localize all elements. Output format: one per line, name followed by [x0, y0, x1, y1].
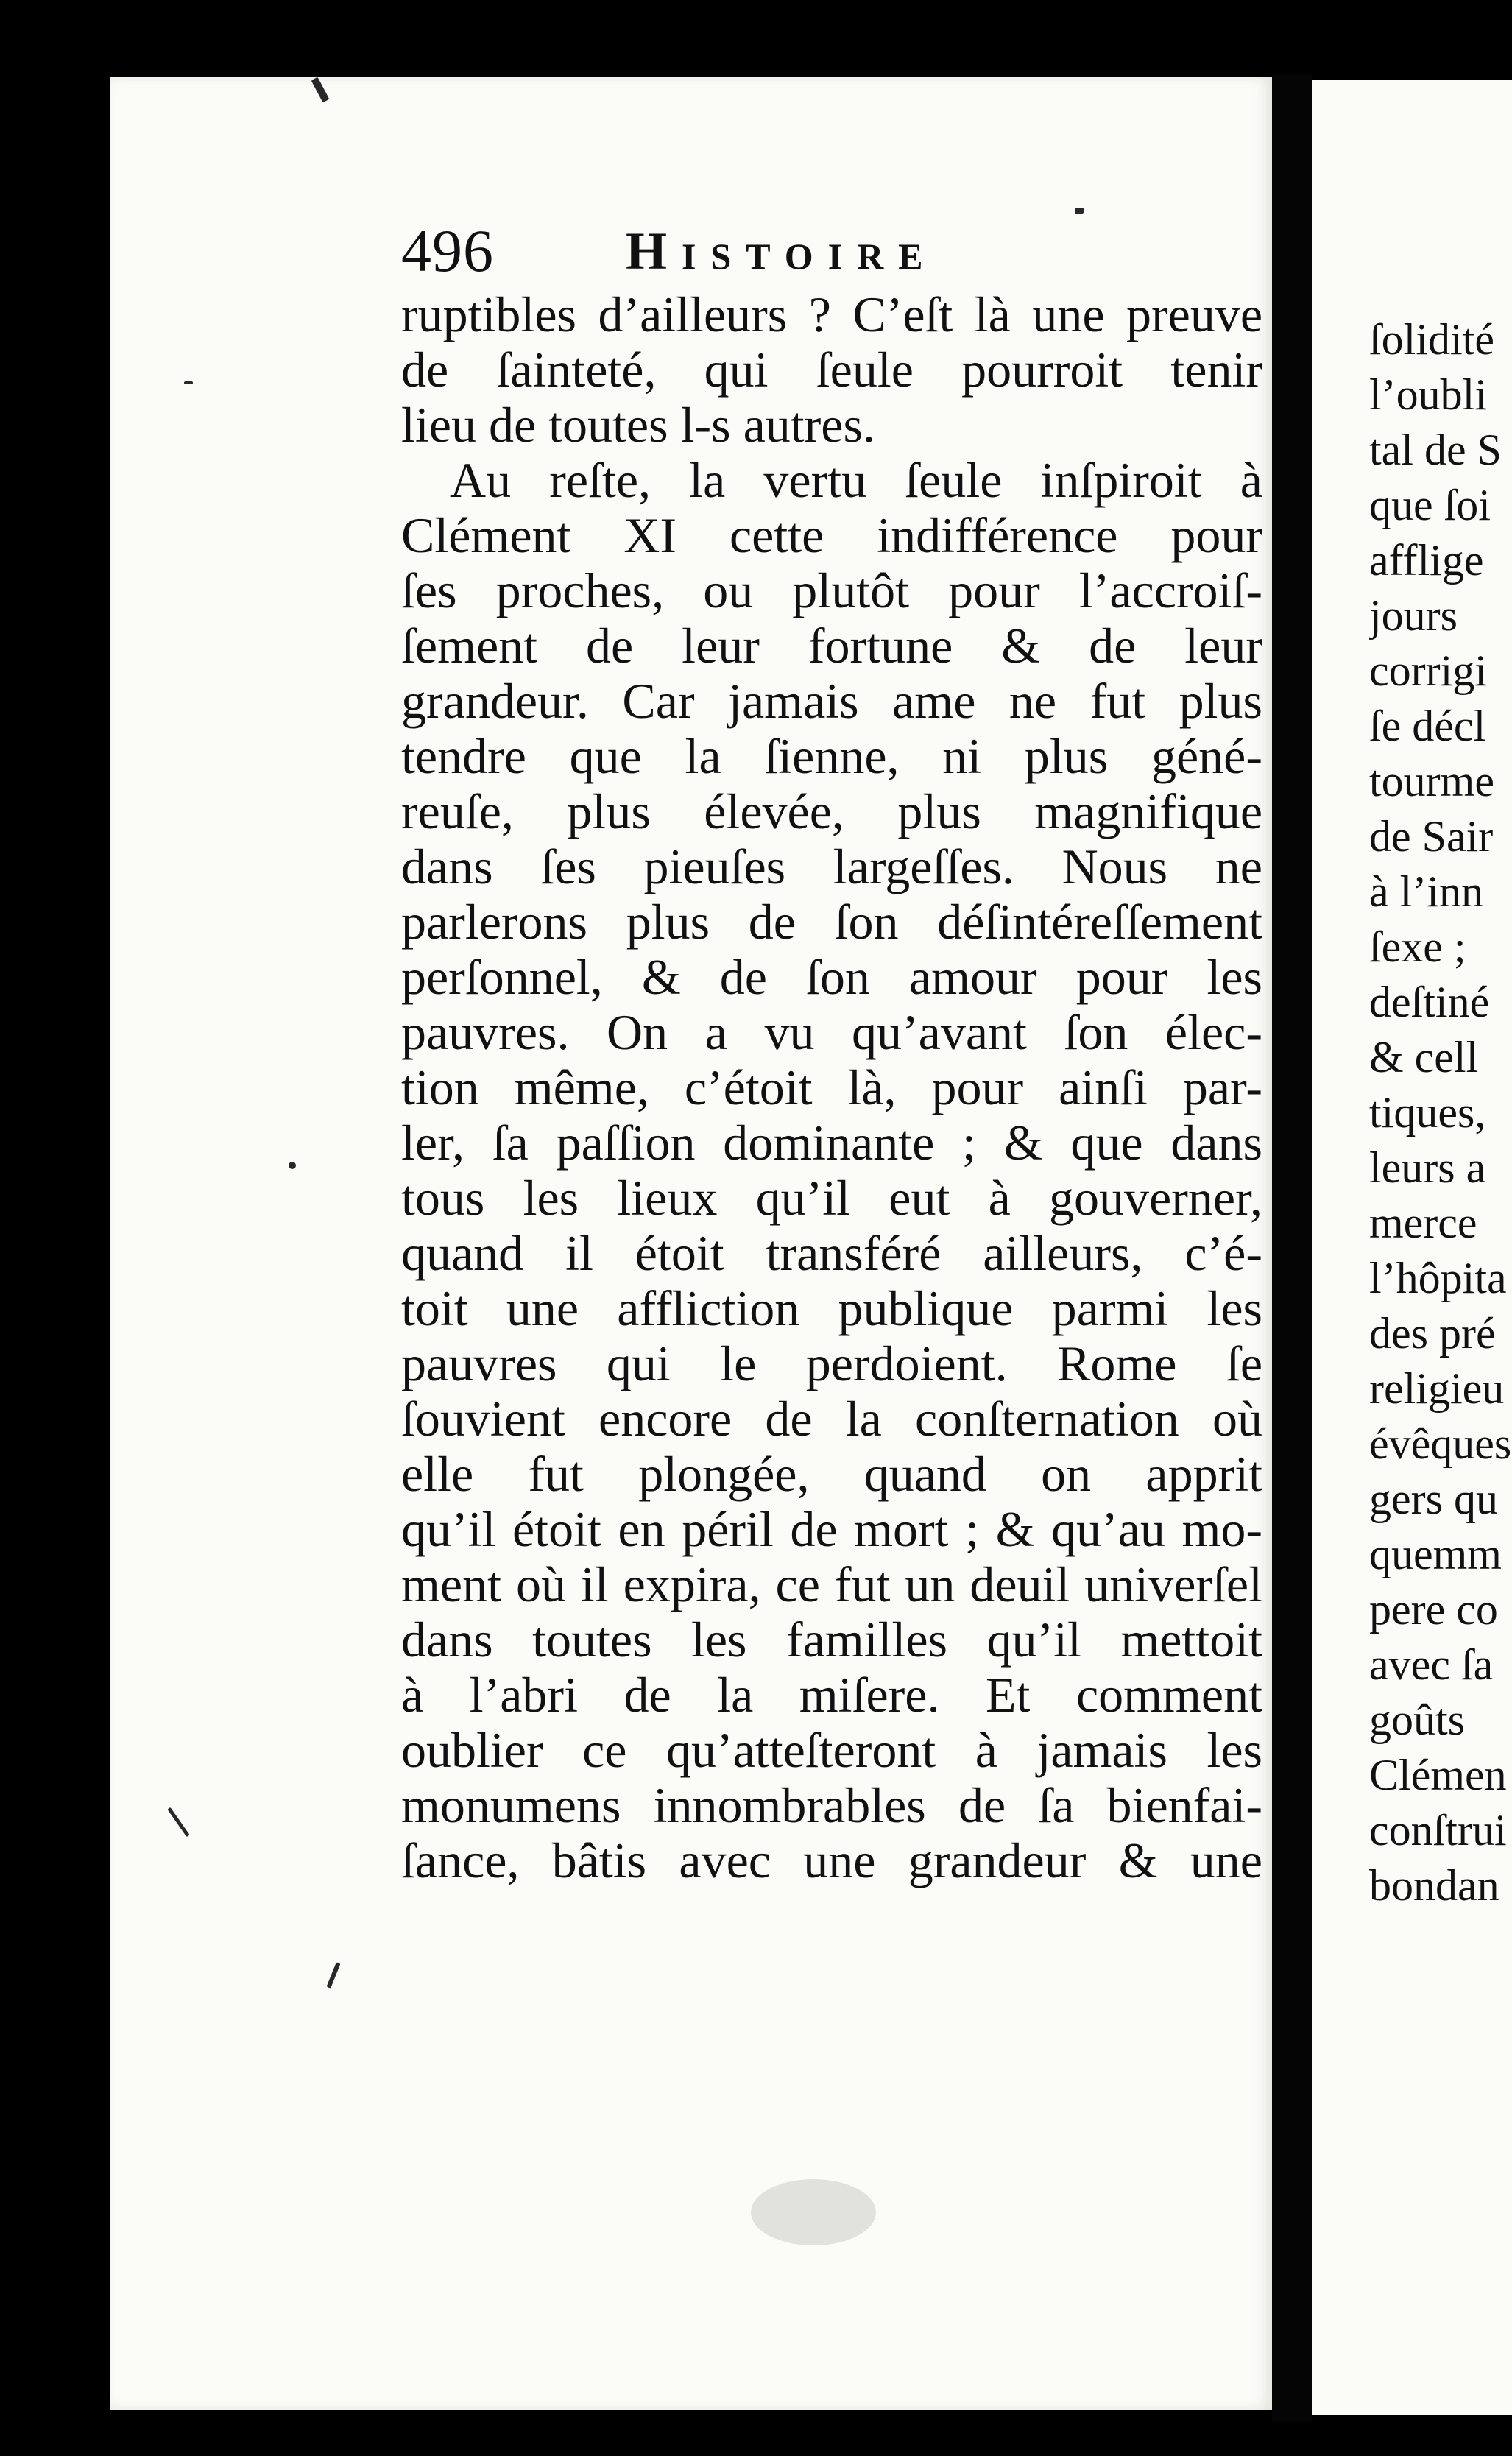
- text-line: lieu de toutes l-s autres.: [401, 398, 875, 453]
- text-line: ſance, bâtis avec une grandeur & une: [401, 1833, 1262, 1888]
- fragment-line: quemm: [1369, 1530, 1502, 1578]
- fragment-line: gers qu: [1369, 1475, 1498, 1523]
- page-stain: [751, 2179, 876, 2245]
- fragment-line: bondan: [1369, 1861, 1499, 1910]
- fragment-line: deſtiné: [1369, 978, 1490, 1026]
- fragment-line: des pré: [1369, 1309, 1496, 1358]
- text-line: elle fut plongée, quand on apprit: [401, 1447, 1262, 1502]
- fragment-line: merce: [1369, 1199, 1477, 1247]
- text-line: ſes proches, ou plutôt pour l’accroiſ-: [401, 563, 1262, 618]
- text-line: ment où il expira, ce fut un deuil univerſel: [401, 1557, 1262, 1612]
- text-line: ler, ſa paſſion dominante ; & que dans: [401, 1115, 1262, 1171]
- text-line: quand il étoit transféré ailleurs, c’é-: [401, 1226, 1262, 1281]
- text-line: dans ſes pieuſes largeſſes. Nous ne: [401, 839, 1262, 894]
- main-text-block: [401, 287, 1262, 1888]
- fragment-line: tiques,: [1369, 1088, 1486, 1137]
- fragment-line: que ſoi: [1369, 481, 1491, 529]
- text-line: ruptibles d’ailleurs ? C’eſt là une preuve: [401, 287, 1262, 342]
- text-line: qu’il étoit en péril de mort ; & qu’au mo-: [401, 1502, 1262, 1557]
- fragment-line: Clémen: [1369, 1751, 1507, 1799]
- fragment-line: ſe décl: [1369, 702, 1486, 750]
- text-line: ſouvient encore de la conſternation où: [401, 1391, 1262, 1447]
- fragment-line: corrigi: [1369, 646, 1487, 695]
- text-line: grandeur. Car jamais ame ne fut plus: [401, 674, 1262, 729]
- text-line: tion même, c’étoit là, pour ainſi par-: [401, 1060, 1262, 1115]
- text-line: Clément XI cette indifférence pour: [401, 508, 1262, 563]
- fragment-line: avec ſa: [1369, 1640, 1494, 1689]
- running-head: [401, 218, 1093, 284]
- fragment-line: goûts: [1369, 1695, 1466, 1744]
- fragment-line: à l’inn: [1369, 867, 1483, 916]
- fragment-line: ſexe ;: [1369, 922, 1466, 971]
- fragment-line: l’oubli: [1369, 370, 1487, 419]
- fragment-line: leurs a: [1369, 1143, 1486, 1192]
- text-line: pauvres qui le perdoient. Rome ſe: [401, 1336, 1262, 1391]
- scan-speck: [1075, 208, 1084, 214]
- text-line: perſonnel, & de ſon amour pour les: [401, 950, 1262, 1005]
- text-line: parlerons plus de ſon déſintéreſſement: [401, 894, 1262, 950]
- text-line: reuſe, plus élevée, plus magnifique: [401, 784, 1262, 839]
- fragment-line: jours: [1369, 591, 1458, 640]
- book-gutter: [1272, 74, 1312, 2422]
- fragment-line: ſolidité: [1369, 315, 1494, 364]
- fragment-line: afflige: [1369, 536, 1484, 585]
- text-line: Au reſte, la vertu ſeule inſpiroit à: [450, 453, 1262, 508]
- text-line: oublier ce qu’atteſteront à jamais les: [401, 1723, 1262, 1778]
- text-line: toit une affliction publique parmi les: [401, 1281, 1262, 1336]
- adjacent-page-text-fragments: [1369, 312, 1512, 1913]
- text-line: de ſainteté, qui ſeule pourroit tenir: [401, 342, 1262, 398]
- fragment-line: de Sair: [1369, 812, 1494, 861]
- text-line: dans toutes les familles qu’il mettoit: [401, 1612, 1262, 1668]
- fragment-line: évêques: [1369, 1419, 1512, 1468]
- page-number: 496: [401, 217, 494, 284]
- fragment-line: pere co: [1369, 1585, 1498, 1634]
- text-line: tous les lieux qu’il eut à gouverner,: [401, 1171, 1262, 1226]
- running-title: Histoire: [626, 222, 938, 280]
- scan-speck: [184, 381, 193, 384]
- fragment-line: tal de S: [1369, 426, 1502, 474]
- text-line: ſement de leur fortune & de leur: [401, 618, 1262, 674]
- fragment-line: & cell: [1369, 1033, 1479, 1081]
- fragment-line: l’hôpita: [1369, 1254, 1507, 1302]
- scan-speck: [289, 1162, 296, 1169]
- fragment-line: tourme: [1369, 757, 1494, 805]
- text-line: pauvres. On a vu qu’avant ſon élec-: [401, 1005, 1262, 1060]
- fragment-line: conſtrui: [1369, 1806, 1507, 1855]
- text-line: tendre que la ſienne, ni plus géné-: [401, 729, 1262, 784]
- text-line: à l’abri de la miſere. Et comment: [401, 1668, 1262, 1723]
- fragment-line: religieu: [1369, 1364, 1505, 1413]
- text-line: monumens innombrables de ſa bienfai-: [401, 1778, 1262, 1833]
